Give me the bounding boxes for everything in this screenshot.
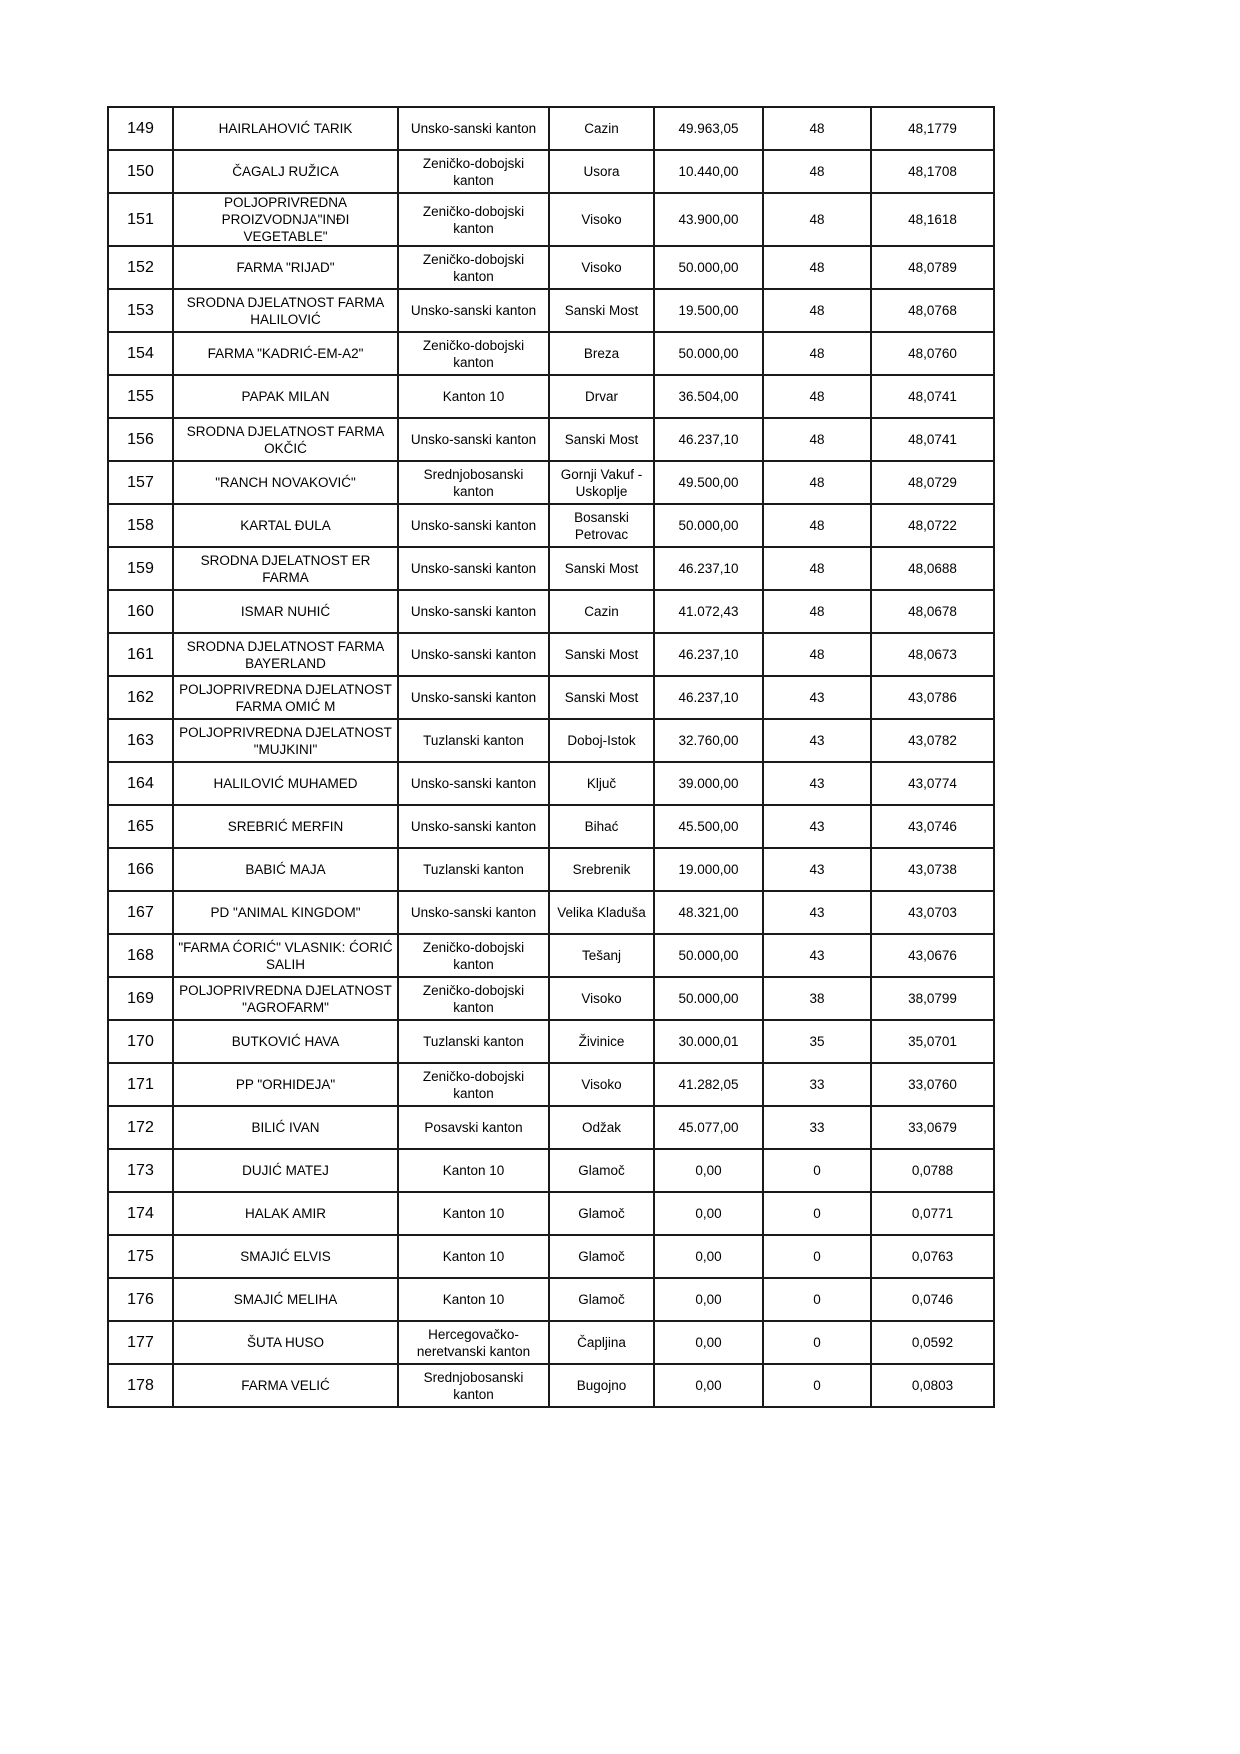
amount-cell: 19.500,00 [654,289,763,332]
points-cell: 48 [763,418,871,461]
canton-cell: Unsko-sanski kanton [398,504,549,547]
municipality-cell: Bihać [549,805,654,848]
canton-cell: Kanton 10 [398,1235,549,1278]
municipality-cell: Cazin [549,107,654,150]
municipality-cell: Gornji Vakuf - Uskoplje [549,461,654,504]
total-score-cell: 43,0703 [871,891,994,934]
applicant-name-cell: PAPAK MILAN [173,375,398,418]
applicant-name-cell: BABIĆ MAJA [173,848,398,891]
table-row [108,1106,994,1149]
table-row [108,332,994,375]
canton-cell: Unsko-sanski kanton [398,633,549,676]
total-score-cell: 48,0722 [871,504,994,547]
points-cell: 0 [763,1364,871,1407]
applicant-name-cell: ISMAR NUHIĆ [173,590,398,633]
municipality-cell: Glamoč [549,1278,654,1321]
municipality-cell: Doboj-Istok [549,719,654,762]
row-number-cell: 168 [108,934,173,977]
canton-cell: Tuzlanski kanton [398,848,549,891]
total-score-cell: 33,0760 [871,1063,994,1106]
points-cell: 48 [763,590,871,633]
municipality-cell: Bosanski Petrovac [549,504,654,547]
points-cell: 43 [763,719,871,762]
table-row [108,289,994,332]
points-cell: 33 [763,1063,871,1106]
total-score-cell: 43,0774 [871,762,994,805]
row-number-cell: 162 [108,676,173,719]
municipality-cell: Visoko [549,1063,654,1106]
total-score-cell: 48,0678 [871,590,994,633]
applicants-ranking-table [107,106,995,1408]
applicant-name-cell: "FARMA ĆORIĆ" VLASNIK: ĆORIĆ SALIH [173,934,398,977]
canton-cell: Unsko-sanski kanton [398,805,549,848]
applicant-name-cell: SMAJIĆ MELIHA [173,1278,398,1321]
canton-cell: Unsko-sanski kanton [398,418,549,461]
canton-cell: Zeničko-dobojski kanton [398,332,549,375]
applicant-name-cell: POLJOPRIVREDNA DJELATNOST "MUJKINI" [173,719,398,762]
total-score-cell: 43,0782 [871,719,994,762]
points-cell: 0 [763,1278,871,1321]
amount-cell: 46.237,10 [654,418,763,461]
total-score-cell: 0,0592 [871,1321,994,1364]
points-cell: 48 [763,461,871,504]
municipality-cell: Visoko [549,193,654,246]
amount-cell: 50.000,00 [654,332,763,375]
applicant-name-cell: SRODNA DJELATNOST FARMA HALILOVIĆ [173,289,398,332]
municipality-cell: Sanski Most [549,633,654,676]
points-cell: 38 [763,977,871,1020]
table-row [108,150,994,193]
row-number-cell: 176 [108,1278,173,1321]
table-row [108,977,994,1020]
points-cell: 43 [763,805,871,848]
row-number-cell: 152 [108,246,173,289]
amount-cell: 0,00 [654,1192,763,1235]
row-number-cell: 161 [108,633,173,676]
row-number-cell: 171 [108,1063,173,1106]
row-number-cell: 153 [108,289,173,332]
total-score-cell: 0,0788 [871,1149,994,1192]
amount-cell: 36.504,00 [654,375,763,418]
total-score-cell: 48,0760 [871,332,994,375]
points-cell: 43 [763,891,871,934]
row-number-cell: 172 [108,1106,173,1149]
canton-cell: Unsko-sanski kanton [398,289,549,332]
row-number-cell: 149 [108,107,173,150]
total-score-cell: 0,0771 [871,1192,994,1235]
points-cell: 48 [763,504,871,547]
table-row [108,418,994,461]
amount-cell: 46.237,10 [654,547,763,590]
points-cell: 48 [763,633,871,676]
canton-cell: Unsko-sanski kanton [398,590,549,633]
table-row [108,805,994,848]
table-row [108,633,994,676]
amount-cell: 0,00 [654,1235,763,1278]
canton-cell: Unsko-sanski kanton [398,547,549,590]
points-cell: 0 [763,1149,871,1192]
amount-cell: 41.282,05 [654,1063,763,1106]
row-number-cell: 169 [108,977,173,1020]
row-number-cell: 157 [108,461,173,504]
canton-cell: Tuzlanski kanton [398,719,549,762]
amount-cell: 0,00 [654,1364,763,1407]
row-number-cell: 173 [108,1149,173,1192]
row-number-cell: 178 [108,1364,173,1407]
municipality-cell: Visoko [549,977,654,1020]
amount-cell: 50.000,00 [654,934,763,977]
canton-cell: Hercegovačko-neretvanski kanton [398,1321,549,1364]
municipality-cell: Srebrenik [549,848,654,891]
canton-cell: Zeničko-dobojski kanton [398,246,549,289]
row-number-cell: 155 [108,375,173,418]
municipality-cell: Živinice [549,1020,654,1063]
amount-cell: 39.000,00 [654,762,763,805]
canton-cell: Kanton 10 [398,1149,549,1192]
row-number-cell: 166 [108,848,173,891]
municipality-cell: Breza [549,332,654,375]
municipality-cell: Odžak [549,1106,654,1149]
amount-cell: 10.440,00 [654,150,763,193]
amount-cell: 50.000,00 [654,977,763,1020]
applicant-name-cell: DUJIĆ MATEJ [173,1149,398,1192]
row-number-cell: 156 [108,418,173,461]
total-score-cell: 43,0746 [871,805,994,848]
amount-cell: 46.237,10 [654,676,763,719]
points-cell: 48 [763,150,871,193]
amount-cell: 49.963,05 [654,107,763,150]
table-row [108,1149,994,1192]
applicant-name-cell: "RANCH NOVAKOVIĆ" [173,461,398,504]
table-row [108,1063,994,1106]
total-score-cell: 38,0799 [871,977,994,1020]
points-cell: 48 [763,107,871,150]
table-body [108,107,994,1407]
amount-cell: 49.500,00 [654,461,763,504]
amount-cell: 50.000,00 [654,246,763,289]
total-score-cell: 48,0741 [871,375,994,418]
canton-cell: Posavski kanton [398,1106,549,1149]
municipality-cell: Sanski Most [549,547,654,590]
applicant-name-cell: SRODNA DJELATNOST ER FARMA [173,547,398,590]
applicant-name-cell: FARMA VELIĆ [173,1364,398,1407]
points-cell: 43 [763,676,871,719]
canton-cell: Kanton 10 [398,1278,549,1321]
municipality-cell: Bugojno [549,1364,654,1407]
table-row [108,934,994,977]
total-score-cell: 35,0701 [871,1020,994,1063]
municipality-cell: Sanski Most [549,676,654,719]
municipality-cell: Glamoč [549,1192,654,1235]
applicant-name-cell: HALAK AMIR [173,1192,398,1235]
applicant-name-cell: SMAJIĆ ELVIS [173,1235,398,1278]
amount-cell: 32.760,00 [654,719,763,762]
applicant-name-cell: FARMA "RIJAD" [173,246,398,289]
applicant-name-cell: PP "ORHIDEJA" [173,1063,398,1106]
amount-cell: 41.072,43 [654,590,763,633]
table-row [108,762,994,805]
amount-cell: 45.077,00 [654,1106,763,1149]
points-cell: 48 [763,246,871,289]
canton-cell: Unsko-sanski kanton [398,891,549,934]
row-number-cell: 151 [108,193,173,246]
points-cell: 48 [763,375,871,418]
row-number-cell: 150 [108,150,173,193]
canton-cell: Zeničko-dobojski kanton [398,977,549,1020]
points-cell: 0 [763,1321,871,1364]
row-number-cell: 167 [108,891,173,934]
municipality-cell: Cazin [549,590,654,633]
municipality-cell: Čapljina [549,1321,654,1364]
row-number-cell: 158 [108,504,173,547]
row-number-cell: 159 [108,547,173,590]
applicant-name-cell: BILIĆ IVAN [173,1106,398,1149]
points-cell: 48 [763,193,871,246]
municipality-cell: Glamoč [549,1235,654,1278]
canton-cell: Kanton 10 [398,1192,549,1235]
table-row [108,461,994,504]
table-row [108,891,994,934]
canton-cell: Zeničko-dobojski kanton [398,193,549,246]
table-row [108,1235,994,1278]
row-number-cell: 160 [108,590,173,633]
canton-cell: Unsko-sanski kanton [398,676,549,719]
table-row [108,1192,994,1235]
total-score-cell: 43,0786 [871,676,994,719]
applicant-name-cell: POLJOPRIVREDNA DJELATNOST "AGROFARM" [173,977,398,1020]
points-cell: 0 [763,1192,871,1235]
amount-cell: 19.000,00 [654,848,763,891]
total-score-cell: 43,0676 [871,934,994,977]
amount-cell: 30.000,01 [654,1020,763,1063]
total-score-cell: 43,0738 [871,848,994,891]
amount-cell: 0,00 [654,1278,763,1321]
canton-cell: Tuzlanski kanton [398,1020,549,1063]
applicant-name-cell: BUTKOVIĆ HAVA [173,1020,398,1063]
total-score-cell: 48,1618 [871,193,994,246]
table-row [108,504,994,547]
canton-cell: Unsko-sanski kanton [398,107,549,150]
table-row [108,719,994,762]
table-row [108,375,994,418]
canton-cell: Srednjobosanski kanton [398,1364,549,1407]
municipality-cell: Velika Kladuša [549,891,654,934]
applicant-name-cell: POLJOPRIVREDNA DJELATNOST FARMA OMIĆ M [173,676,398,719]
applicant-name-cell: FARMA "KADRIĆ-EM-A2" [173,332,398,375]
points-cell: 33 [763,1106,871,1149]
total-score-cell: 48,0729 [871,461,994,504]
applicant-name-cell: HALILOVIĆ MUHAMED [173,762,398,805]
applicant-name-cell: ŠUTA HUSO [173,1321,398,1364]
table-row [108,676,994,719]
total-score-cell: 48,0789 [871,246,994,289]
points-cell: 43 [763,762,871,805]
points-cell: 43 [763,848,871,891]
total-score-cell: 48,0673 [871,633,994,676]
municipality-cell: Sanski Most [549,418,654,461]
amount-cell: 0,00 [654,1149,763,1192]
canton-cell: Zeničko-dobojski kanton [398,934,549,977]
points-cell: 48 [763,289,871,332]
municipality-cell: Drvar [549,375,654,418]
total-score-cell: 48,1708 [871,150,994,193]
municipality-cell: Ključ [549,762,654,805]
applicant-name-cell: PD "ANIMAL KINGDOM" [173,891,398,934]
row-number-cell: 175 [108,1235,173,1278]
table-row [108,1020,994,1063]
amount-cell: 48.321,00 [654,891,763,934]
applicant-name-cell: SRODNA DJELATNOST FARMA OKČIĆ [173,418,398,461]
row-number-cell: 154 [108,332,173,375]
points-cell: 43 [763,934,871,977]
applicant-name-cell: POLJOPRIVREDNA PROIZVODNJA"INĐI VEGETABLE" [173,193,398,246]
table-row [108,1321,994,1364]
table-row [108,590,994,633]
municipality-cell: Sanski Most [549,289,654,332]
applicant-name-cell: KARTAL ĐULA [173,504,398,547]
table-row [108,848,994,891]
total-score-cell: 48,0688 [871,547,994,590]
canton-cell: Zeničko-dobojski kanton [398,150,549,193]
points-cell: 0 [763,1235,871,1278]
applicant-name-cell: SRODNA DJELATNOST FARMA BAYERLAND [173,633,398,676]
row-number-cell: 164 [108,762,173,805]
row-number-cell: 170 [108,1020,173,1063]
applicant-name-cell: SREBRIĆ MERFIN [173,805,398,848]
table-row [108,107,994,150]
total-score-cell: 0,0803 [871,1364,994,1407]
row-number-cell: 165 [108,805,173,848]
table-row [108,193,994,246]
row-number-cell: 177 [108,1321,173,1364]
total-score-cell: 33,0679 [871,1106,994,1149]
applicant-name-cell: ČAGALJ RUŽICA [173,150,398,193]
municipality-cell: Tešanj [549,934,654,977]
amount-cell: 50.000,00 [654,504,763,547]
amount-cell: 46.237,10 [654,633,763,676]
points-cell: 35 [763,1020,871,1063]
table-row [108,246,994,289]
amount-cell: 43.900,00 [654,193,763,246]
total-score-cell: 48,0741 [871,418,994,461]
total-score-cell: 48,1779 [871,107,994,150]
table-row [108,547,994,590]
total-score-cell: 48,0768 [871,289,994,332]
table-row [108,1278,994,1321]
canton-cell: Unsko-sanski kanton [398,762,549,805]
points-cell: 48 [763,332,871,375]
canton-cell: Srednjobosanski kanton [398,461,549,504]
municipality-cell: Visoko [549,246,654,289]
municipality-cell: Glamoč [549,1149,654,1192]
amount-cell: 45.500,00 [654,805,763,848]
row-number-cell: 163 [108,719,173,762]
municipality-cell: Usora [549,150,654,193]
amount-cell: 0,00 [654,1321,763,1364]
canton-cell: Kanton 10 [398,375,549,418]
points-cell: 48 [763,547,871,590]
canton-cell: Zeničko-dobojski kanton [398,1063,549,1106]
applicant-name-cell: HAIRLAHOVIĆ TARIK [173,107,398,150]
row-number-cell: 174 [108,1192,173,1235]
table-row [108,1364,994,1407]
total-score-cell: 0,0746 [871,1278,994,1321]
total-score-cell: 0,0763 [871,1235,994,1278]
